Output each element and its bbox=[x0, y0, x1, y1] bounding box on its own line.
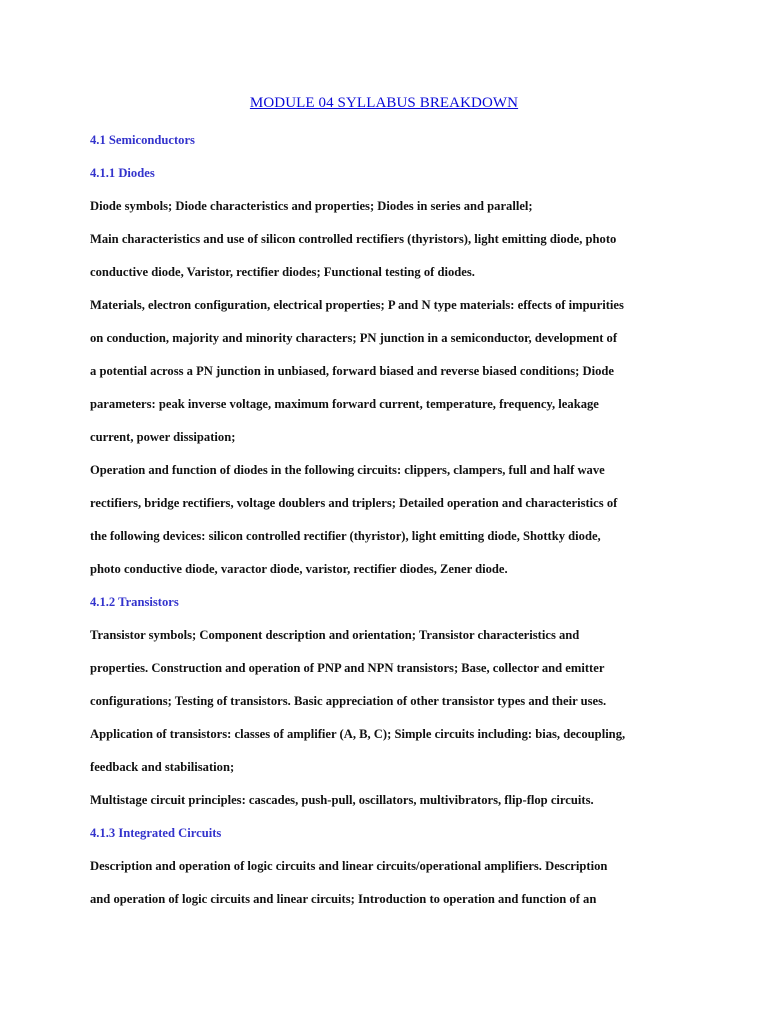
text-line: photo conductive diode, varactor diode, varistor, rectifier diodes, Zener diode. bbox=[90, 562, 508, 576]
text-line: Multistage circuit principles: cascades, push-pull, oscillators, multivibrators, flip-flop circuits. bbox=[90, 793, 594, 807]
text-line: Diode symbols; Diode characteristics and properties; Diodes in series and parallel; bbox=[90, 199, 533, 213]
document-body bbox=[90, 124, 650, 916]
text-line: the following devices: silicon controlled rectifier (thyristor), light emitting diode, Shottky diode, bbox=[90, 529, 601, 543]
text-line: parameters: peak inverse voltage, maximum forward current, temperature, frequency, leakage bbox=[90, 397, 599, 411]
section-heading bbox=[90, 124, 650, 157]
text-line: conductive diode, Varistor, rectifier diodes; Functional testing of diodes. bbox=[90, 265, 475, 279]
text-line: Materials, electron configuration, electrical properties; P and N type materials: effects of impurities bbox=[90, 298, 624, 312]
text-line: current, power dissipation; bbox=[90, 430, 236, 444]
paragraph bbox=[90, 784, 650, 817]
text-line: Application of transistors: classes of amplifier (A, B, C); Simple circuits including: bias, decoupling, bbox=[90, 727, 626, 741]
text-line: 4.1.3 Integrated Circuits bbox=[90, 826, 222, 840]
text-line: feedback and stabilisation; bbox=[90, 760, 235, 774]
section-heading bbox=[90, 157, 650, 190]
text-line: Description and operation of logic circuits and linear circuits/operational amplifiers. Description bbox=[90, 859, 608, 873]
text-line: and operation of logic circuits and linear circuits; Introduction to operation and function of an bbox=[90, 892, 597, 906]
paragraph bbox=[90, 289, 650, 454]
text-line: properties. Construction and operation of PNP and NPN transistors; Base, collector and emitter bbox=[90, 661, 605, 675]
paragraph bbox=[90, 190, 650, 223]
text-line: Operation and function of diodes in the following circuits: clippers, clampers, full and half wave bbox=[90, 463, 605, 477]
text-line: Transistor symbols; Component description and orientation; Transistor characteristics and bbox=[90, 628, 580, 642]
text-line: 4.1 Semiconductors bbox=[90, 133, 195, 147]
paragraph bbox=[90, 718, 650, 784]
text-line: Main characteristics and use of silicon controlled rectifiers (thyristors), light emitting diode, photo bbox=[90, 232, 617, 246]
text-line: 4.1.1 Diodes bbox=[90, 166, 155, 180]
section-heading bbox=[90, 817, 650, 850]
text-line: configurations; Testing of transistors. Basic appreciation of other transistor types and their uses. bbox=[90, 694, 607, 708]
text-line: rectifiers, bridge rectifiers, voltage doublers and triplers; Detailed operation and characteristics of bbox=[90, 496, 618, 510]
paragraph bbox=[90, 619, 650, 718]
page-title: MODULE 04 SYLLABUS BREAKDOWN bbox=[249, 95, 519, 111]
paragraph bbox=[90, 850, 650, 916]
text-line: 4.1.2 Transistors bbox=[90, 595, 179, 609]
section-heading bbox=[90, 586, 650, 619]
paragraph bbox=[90, 454, 650, 586]
text-line: a potential across a PN junction in unbiased, forward biased and reverse biased conditions; Diode bbox=[90, 364, 614, 378]
text-line: on conduction, majority and minority characters; PN junction in a semiconductor, development of bbox=[90, 331, 618, 345]
paragraph bbox=[90, 223, 650, 289]
